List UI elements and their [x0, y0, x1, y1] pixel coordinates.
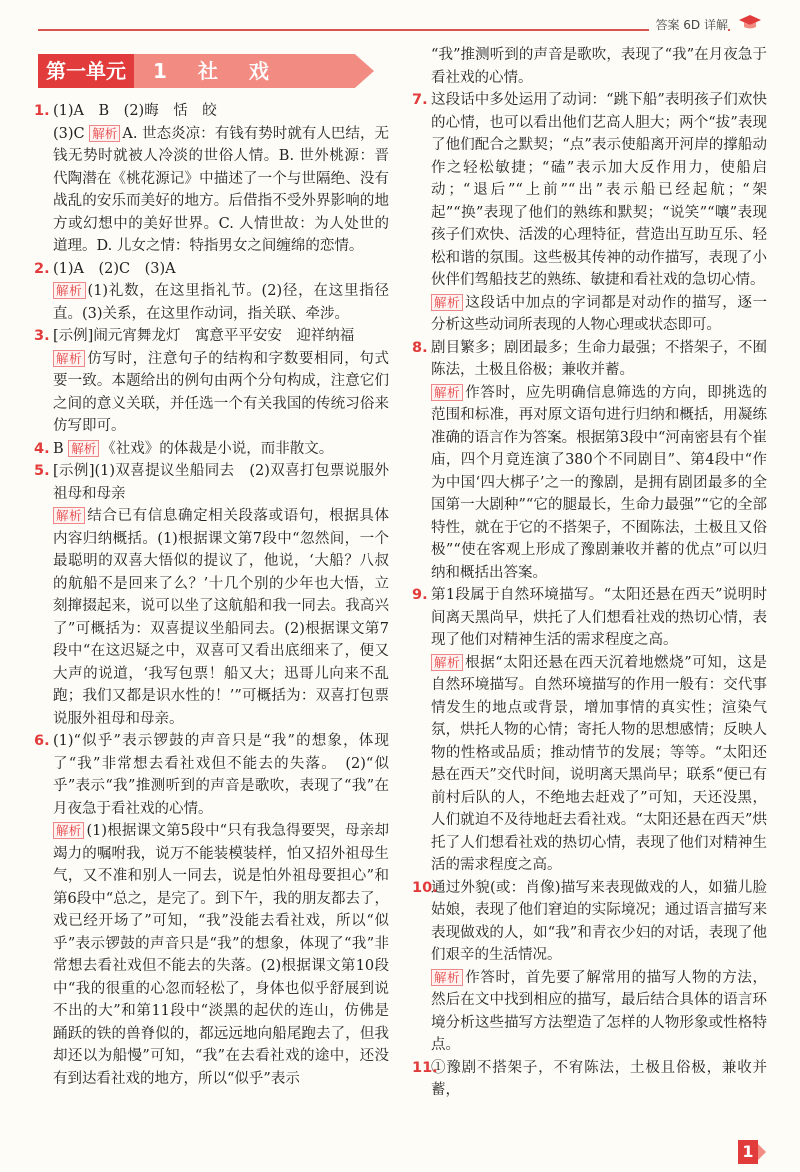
answer-item [34, 258, 389, 281]
answer-explanation [34, 820, 389, 1090]
item-number: 2. [34, 260, 50, 277]
answer-explanation [34, 505, 389, 730]
answer-explanation [34, 123, 389, 258]
unit-label: 第一单元 [38, 54, 134, 88]
answer-text: 《社戏》的体裁是小说，而非散文。 [101, 440, 334, 457]
analysis-tag: 解析 [68, 440, 99, 457]
analysis-tag: 解析 [53, 350, 85, 367]
answer-item [412, 89, 767, 292]
analysis-tag: 解析 [431, 654, 463, 671]
analysis-tag: 解析 [431, 384, 463, 401]
item-number: 10. [412, 879, 438, 896]
analysis-tag: 解析 [53, 282, 86, 299]
answer-item [34, 438, 389, 461]
answer-item [412, 337, 767, 382]
answer-text: 作答时，应先明确信息筛选的方向，即挑选的范围和标准，再对原文语句进行归纳和概括，用凝练准确的语言作为答案。根据第3段中“河南密县有个崔庙，四个月竟连演了380个不同剧目”、第4段中“作为中国‘四大梆子’之一的豫剧，是拥有剧团最多的全国第一大剧种”“它的腿最长，生命力最强”“它的全部特性，就在于它的不搭架子，不囿陈法，土极且又俗极”“使在客观上形成了豫剧兼收并蓄的优点”可以归纳和概括出答案。 [431, 384, 767, 581]
analysis-tag: 解析 [53, 507, 85, 524]
answer-text: 仿写时，注意句子的结构和字数要相同，句式要一致。本题给出的例句由两个分句构成，注意它们之间的意义关联，并任选一个有关我国的传统习俗来仿写即可。 [53, 350, 389, 434]
answer-text: 通过外貌(或：肖像)描写来表现做戏的人，如猫儿脸姑娘，表现了他们窘迫的实际境况；通过语言描写来表现做戏的人，如“我”和青衣少妇的对话，表现了他们艰辛的生活情况。 [431, 879, 767, 963]
answer-text: 这段话中加点的字词都是对动作的描写，逐一分析这些动词所表现的人物心理或状态即可。 [431, 294, 767, 333]
left-column [34, 100, 389, 1090]
answer-explanation [412, 44, 767, 89]
answer-choice: B [53, 440, 69, 457]
answer-text: (1)礼数，在这里指礼节。(2)径，在这里指径直。(3)关系，在这里作动词，指关联、牵涉。 [53, 283, 389, 322]
answer-text: “我”推测听到的声音是歌吹，表现了“我”在月夜急于看社戏的心情。 [431, 47, 767, 86]
answer-text: (1)“似乎”表示锣鼓的声音只是“我”的想象，体现了“我”非常想去看社戏但不能去的失落。 (2)“似乎”表示“我”推测听到的声音是歌吹，表现了“我”在月夜急于看社戏的心情。 [53, 733, 389, 817]
analysis-tag: 解析 [431, 969, 463, 986]
page-header [0, 0, 800, 40]
answer-item [34, 325, 389, 348]
item-number: 5. [34, 463, 50, 479]
arrow-icon [758, 1144, 766, 1160]
answer-text: (1)A (2)C (3)A [53, 260, 176, 277]
lesson-title: 1 社 戏 [153, 59, 281, 83]
item-number: 7. [412, 92, 428, 108]
item-number: 3. [34, 328, 50, 344]
answer-text: 作答时，首先要了解常用的描写人物的方法，然后在文中找到相应的描写，最后结合具体的语言环境分析这些描写方法塑造了怎样的人物形象或性格特点。 [431, 969, 767, 1053]
brand-label: 答案 6D 详解 [649, 16, 728, 33]
answer-text: [示例](1)双喜提议坐船同去 (2)双喜打包票说服外祖母和母亲 [53, 463, 389, 502]
item-number: 9. [412, 587, 428, 603]
answer-explanation [34, 280, 389, 325]
answer-explanation [412, 967, 767, 1057]
item-number: 4. [34, 440, 50, 457]
answer-text: 根据“太阳还悬在西天沉着地燃烧”可知，这是自然环境描写。自然环境描写的作用一般有：交代事情发生的地点或背景，增加事情的真实性；渲染气氛，烘托人物的心情；寄托人物的思想感情；反映人物的性格或品质；推动情节的发展；等等。“太阳还悬在西天”交代时间，说明离天黑尚早；联系“便已有前村后队的人，不绝地去赶戏了”可知，天还没黑，人们就迫不及待地赶去看社戏。“太阳还悬在西天”烘托了人们想看社戏的热切心情，表现了他们对精神生活的需求程度之高。 [431, 654, 767, 873]
answer-text: [示例]闹元宵舞龙灯 寓意平平安安 迎祥纳福 [53, 328, 355, 344]
analysis-tag: 解析 [53, 822, 84, 839]
answer-text: A. 世态炎凉：有钱有势时就有人巴结，无钱无势时就被人冷淡的世俗人情。B. 世外桃源：晋代陶潜在《桃花源记》中描述了一个与世隔绝、没有战乱的安乐而美好的地方。后借指不受外界影响的地方或幻想中的美好世界。C. 人情世故：为人处世的道理。D. 儿女之情：特指男女之间缠绵的恋情。 [53, 125, 389, 254]
answer-explanation [412, 652, 767, 877]
page-number [738, 1140, 770, 1164]
analysis-tag: 解析 [89, 125, 120, 142]
page-number-label: 1 [738, 1140, 758, 1164]
answer-text: 这段话中多处运用了动词：“跳下船”表明孩子们欢快的心情，也可以看出他们艺高人胆大；两个“拔”表现了他们配合之默契；“点”表示使船离开河岸的撑船动作之轻松敏捷；“磕”表示加大反作用力，使船启动；“退后”“上前”“出”表示船已经起航；“架起”“换”表现了他们的熟练和默契；“说笑”“嚷”表现孩子们欢快、活泼的心理特征，营造出互助互乐、轻松和谐的氛围。这些极其传神的动作描写，表现了小伙伴们驾船技艺的熟练、敏捷和看社戏的急切心情。 [431, 92, 767, 288]
answer-text: 第1段属于自然环境描写。“太阳还悬在西天”说明时间离天黑尚早，烘托了人们想看社戏的热切心情，表现了他们对精神生活的需求程度之高。 [431, 587, 767, 648]
item-number: 6. [34, 733, 50, 749]
answer-explanation [412, 382, 767, 585]
answer-item [34, 730, 389, 820]
answer-explanation [34, 348, 389, 438]
answer-item [34, 460, 389, 505]
answer-item [34, 100, 389, 123]
item-number: 8. [412, 339, 428, 356]
answer-text: (1)A B (2)晦 恬 皎 [53, 103, 217, 119]
unit-banner [38, 54, 388, 88]
right-column [412, 44, 767, 1102]
answer-explanation [412, 292, 767, 337]
answer-item [412, 1057, 767, 1102]
answer-choice: (3)C [53, 125, 90, 142]
item-number: 11. [412, 1059, 438, 1076]
answer-item [412, 877, 767, 967]
graduation-cap-icon [738, 14, 762, 32]
answer-text: (1)根据课文第5段中“只有我急得要哭，母亲却竭力的嘱咐我，说万不能装模装样，怕又招外祖母生气，又不准和别人一同去，说是怕外祖母要担心”和第6段中“总之，是完了。到下午，我的朋友都去了，戏已经开场了”可知，“我”没能去看社戏，所以“似乎”表示锣鼓的声音只是“我”的想象，体现了“我”非常想去看社戏但不能去的失落。(2)根据课文第10段中“我的很重的心忽而轻松了，身体也似乎舒展到说不出的大”和第11段中“淡黑的起伏的连山，仿佛是踊跃的铁的兽脊似的，都远远地向船尾跑去了，但我却还以为船慢”可知，“我”在去看社戏的途中，还没有到达看社戏的地方，所以“似乎”表示 [53, 823, 389, 1087]
answer-text: 结合已有信息确定相关段落或语句，根据具体内容归纳概括。(1)根据课文第7段中“忽然间，一个最聪明的双喜大悟似的提议了，他说，‘大船？八叔的航船不是回来了么？’十几个别的少年也大悟，立刻撺掇起来，说可以坐了这航船和我一同去。我高兴了”可概括为：双喜提议坐船同去。(2)根据课文第7段中“在这迟疑之中，双喜可又看出底细来了，便又大声的说道，‘我写包票！船又大；迅哥儿向来不乱跑；我们又都是识水性的！’”可概括为：双喜打包票说服外祖母和母亲。 [53, 508, 389, 727]
answer-text: 剧目繁多；剧团最多；生命力最强；不搭架子，不囿陈法，土极且俗极；兼收并蓄。 [431, 339, 767, 378]
header-rule [38, 29, 730, 31]
item-number: 1. [34, 103, 50, 119]
answer-text: ①豫剧不搭架子，不宥陈法，土极且俗极，兼收并蓄， [431, 1059, 767, 1098]
analysis-tag: 解析 [431, 294, 463, 311]
answer-item [412, 584, 767, 652]
